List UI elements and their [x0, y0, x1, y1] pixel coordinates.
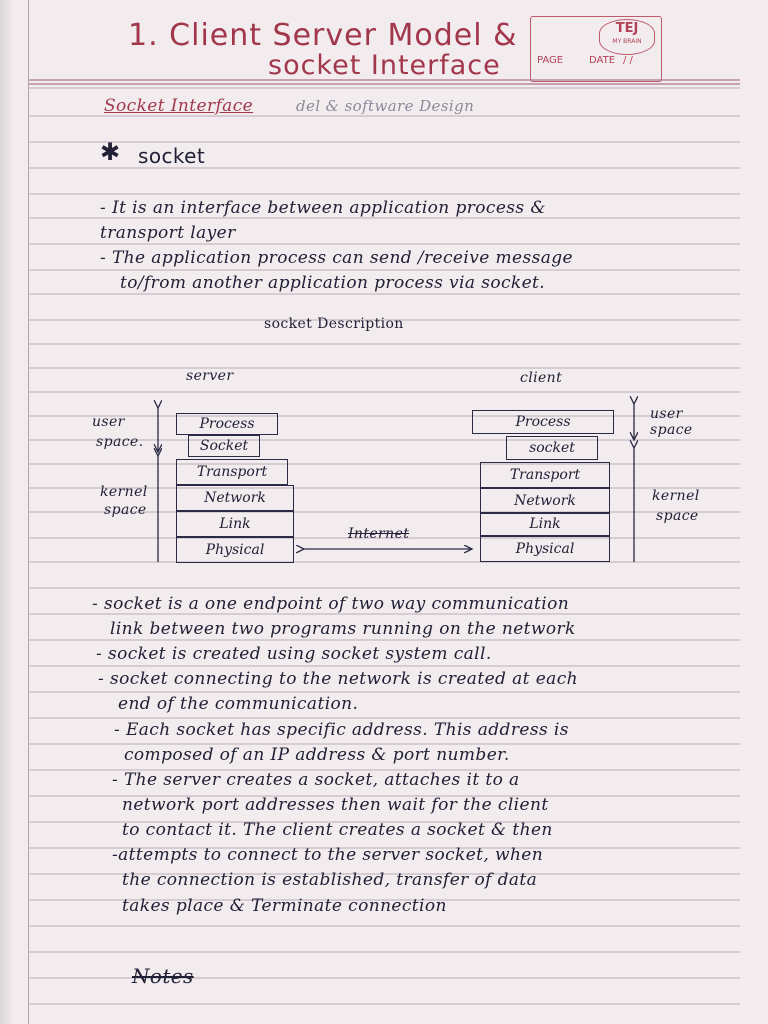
para2-line: - Each socket has specific address. This address is	[114, 720, 569, 740]
para1-line: transport layer	[100, 223, 236, 243]
user-space-label-right: space	[650, 422, 693, 438]
para2-line: - socket connecting to the network is created at each	[98, 669, 578, 689]
date-field-value: / /	[623, 55, 633, 66]
server-layer-link: Link	[176, 511, 294, 537]
para2-line: composed of an IP address & port number.	[124, 745, 510, 765]
para1-line: - It is an interface between application process &	[100, 198, 546, 218]
kernel-space-label-right: space	[656, 508, 699, 524]
para2-line: - socket is a one endpoint of two way communication	[92, 594, 570, 614]
server-layer-network: Network	[176, 485, 294, 511]
date-field-label: DATE	[589, 55, 616, 66]
page-field-label: PAGE	[537, 55, 564, 66]
user-space-label-right: user	[650, 406, 683, 422]
para2-line: -attempts to connect to the server socket, when	[112, 845, 544, 865]
para2-line: - The server creates a socket, attaches it to a	[112, 770, 520, 790]
client-layer-network: Network	[480, 488, 610, 514]
para2-line: the connection is established, transfer of data	[122, 870, 538, 890]
user-space-label-left: space.	[96, 434, 144, 450]
client-layer-transport: Transport	[480, 462, 610, 488]
client-layer-socket: socket	[506, 436, 598, 460]
server-layer-process: Process	[176, 413, 278, 435]
brand-logo: TEJ MY BRAIN	[599, 19, 655, 55]
subheading-faded-text: del & software Design	[296, 97, 475, 115]
para2-line: link between two programs running on the network	[110, 619, 576, 639]
para2-line: to contact it. The client creates a socket & then	[122, 820, 553, 840]
para1-line: to/from another application process via socket.	[120, 273, 546, 293]
server-layer-physical: Physical	[176, 537, 294, 563]
diagram-caption: socket Description	[264, 316, 404, 332]
client-label: client	[520, 370, 563, 386]
client-layer-link: Link	[480, 512, 610, 536]
kernel-space-label-right: kernel	[652, 488, 700, 504]
page-title-line1: 1. Client Server Model &	[128, 18, 518, 53]
server-label: server	[186, 368, 234, 384]
para2-line: - socket is created using socket system call.	[96, 644, 492, 664]
user-space-label-left: user	[92, 414, 125, 430]
kernel-space-label-left: kernel	[100, 484, 148, 500]
client-layer-process: Process	[472, 410, 614, 434]
server-layer-transport: Transport	[176, 459, 288, 485]
para1-line: - The application process can send /receive message	[100, 248, 573, 268]
footer-word: Notes	[132, 964, 194, 988]
subheading: Socket Interface	[104, 96, 254, 116]
section-heading: socket	[138, 144, 206, 168]
server-layer-socket: Socket	[188, 435, 260, 457]
kernel-space-label-left: space	[104, 502, 147, 518]
para2-line: takes place & Terminate connection	[122, 896, 447, 916]
bullet-star-icon: ✱	[100, 138, 121, 166]
internet-label: Internet	[348, 526, 410, 542]
para2-line: end of the communication.	[118, 694, 359, 714]
client-layer-physical: Physical	[480, 536, 610, 562]
para2-line: network port addresses then wait for the client	[122, 795, 549, 815]
page-title-line2: socket Interface	[268, 50, 501, 81]
